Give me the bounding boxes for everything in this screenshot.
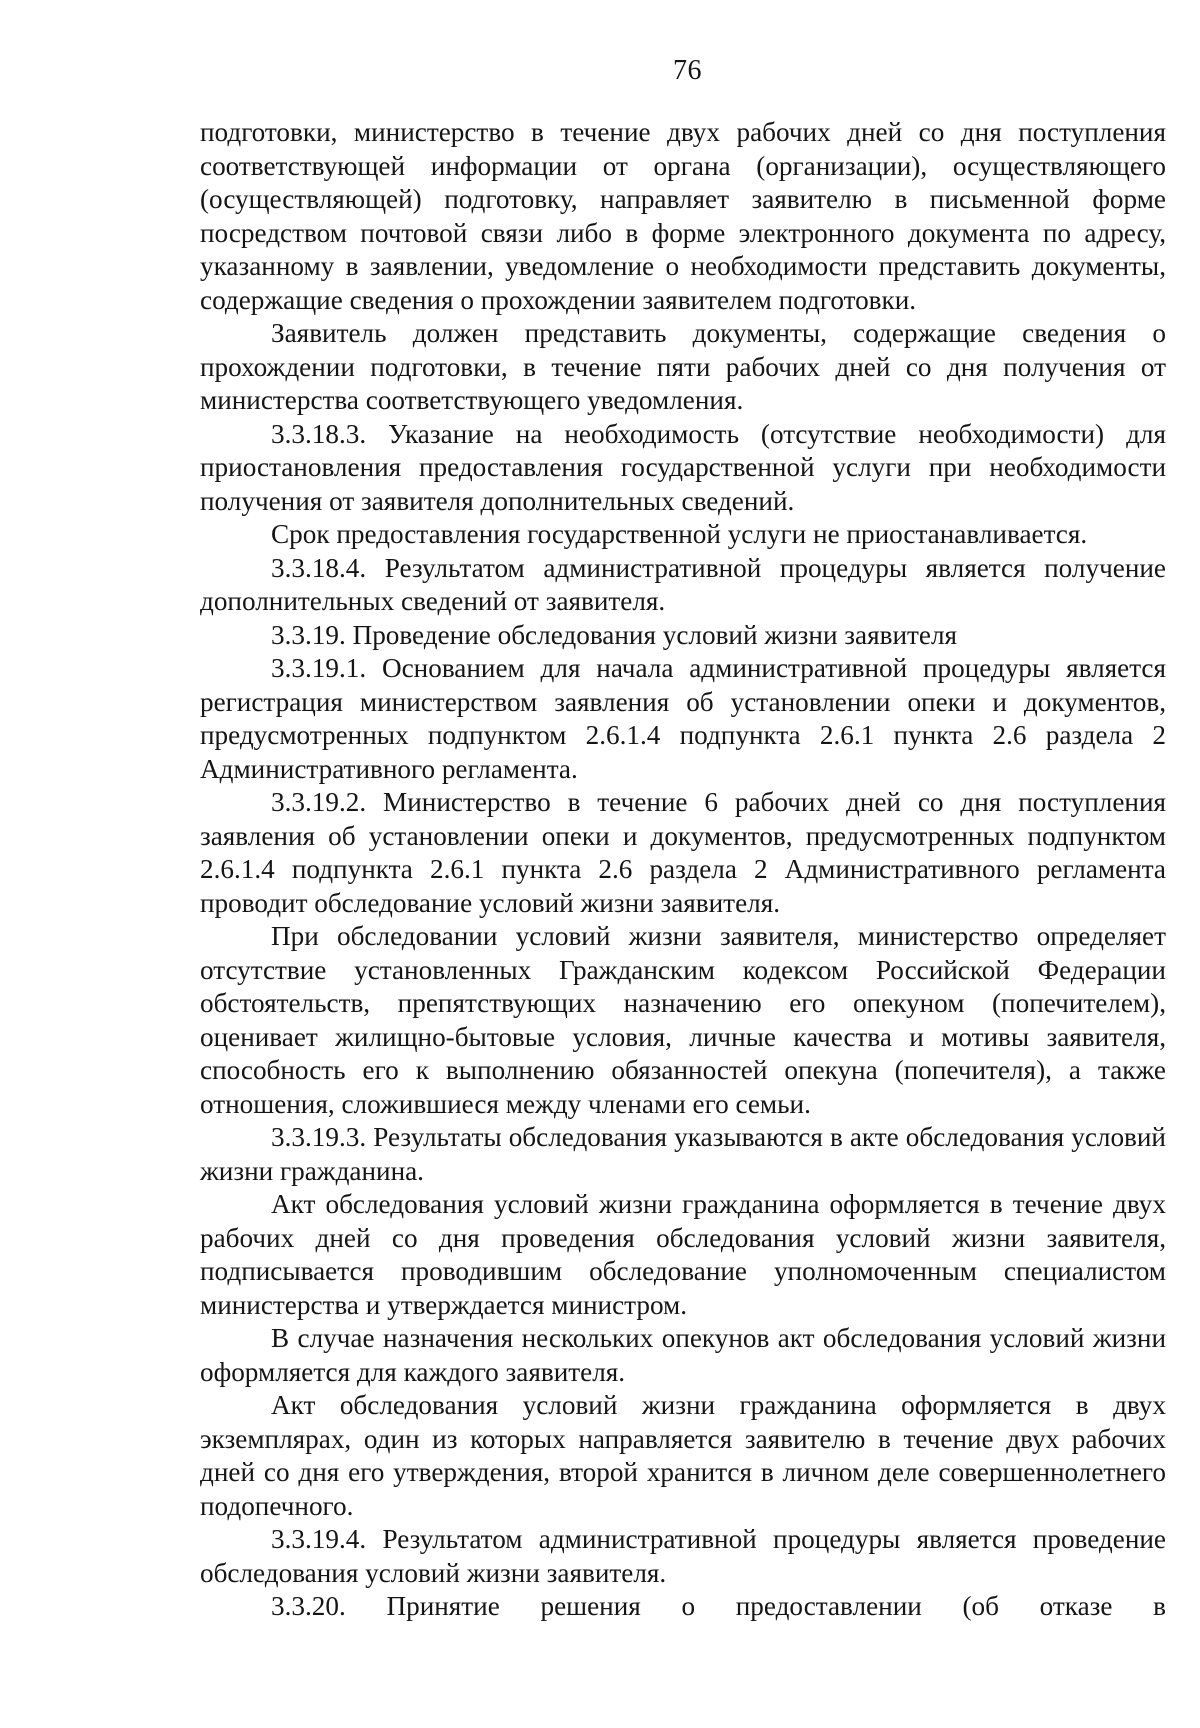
paragraph-3-3-19-4: 3.3.19.4. Результатом административной процедуры является проведение обследования условий жизни заявителя.: [200, 1524, 1166, 1588]
paragraph-continuation: подготовки, министерство в течение двух рабочих дней со дня поступления соответствующей информации от органа (организации), осуществляющего (осуществляющей) подготовку, направляет заявителю в письменной форме посредством почтовой связи либо в форме электронного документа по адресу, указанному в заявлении, уведомление о необходимости представить документы, содержащие сведения о прохождении заявителем подготовки.: [200, 117, 1166, 315]
paragraph-inspection-scope: При обследовании условий жизни заявителя, министерство определяет отсутствие установленных Гражданским кодексом Российской Федерации обстоятельств, препятствующих назначению его опекуном (попечителем), оценивает жилищно-бытовые условия, личные качества и мотивы заявителя, способность его к выполнению обязанностей опекуна (попечителя), а также отношения, сложившиеся между членами его семьи.: [200, 921, 1166, 1119]
document-body: [200, 116, 1166, 1624]
paragraph-3-3-19-3: 3.3.19.3. Результаты обследования указываются в акте обследования условий жизни гражданина.: [200, 1122, 1166, 1186]
paragraph-multiple-guardians: В случае назначения нескольких опекунов акт обследования условий жизни оформляется для каждого заявителя.: [200, 1323, 1166, 1387]
paragraph-3-3-19-2: 3.3.19.2. Министерство в течение 6 рабочих дней со дня поступления заявления об установлении опеки и документов, предусмотренных подпунктом 2.6.1.4 подпункта 2.6.1 пункта 2.6 раздела 2 Административного регламента проводит обследование условий жизни заявителя.: [200, 787, 1166, 918]
paragraph-act-copies: Акт обследования условий жизни гражданина оформляется в двух экземплярах, один из которых направляется заявителю в течение двух рабочих дней со дня его утверждения, второй хранится в личном деле совершеннолетнего подопечного.: [200, 1390, 1166, 1521]
section-heading-3-3-19: 3.3.19. Проведение обследования условий жизни заявителя: [271, 619, 958, 650]
page-number: 76: [673, 55, 702, 86]
paragraph-3-3-18-4: 3.3.18.4. Результатом административной процедуры является получение дополнительных сведений от заявителя.: [200, 552, 1166, 616]
paragraph-term-not-suspended: Срок предоставления государственной услуги не приостанавливается.: [271, 519, 1088, 549]
paragraph-3-3-18-3: 3.3.18.3. Указание на необходимость (отсутствие необходимости) для приостановления предоставления государственной услуги при необходимости получения от заявителя дополнительных сведений.: [200, 418, 1166, 516]
section-heading-3-3-20: 3.3.20. Принятие решения о предоставлении (об отказе в: [271, 1591, 1166, 1621]
paragraph-3-3-19-1: 3.3.19.1. Основанием для начала административной процедуры является регистрация министерством заявления об установлении опеки и документов, предусмотренных подпунктом 2.6.1.4 подпункта 2.6.1 пункта 2.6 раздела 2 Административного регламента.: [200, 653, 1166, 784]
paragraph-act-preparation: Акт обследования условий жизни гражданина оформляется в течение двух рабочих дней со дня проведения обследования условий жизни заявителя, подписывается проводившим обследование уполномоченным специалистом министерства и утверждается министром.: [200, 1189, 1166, 1320]
paragraph-applicant-documents: Заявитель должен представить документы, содержащие сведения о прохождении подготовки, в течение пяти рабочих дней со дня получения от министерства соответствующего уведомления.: [200, 318, 1166, 415]
